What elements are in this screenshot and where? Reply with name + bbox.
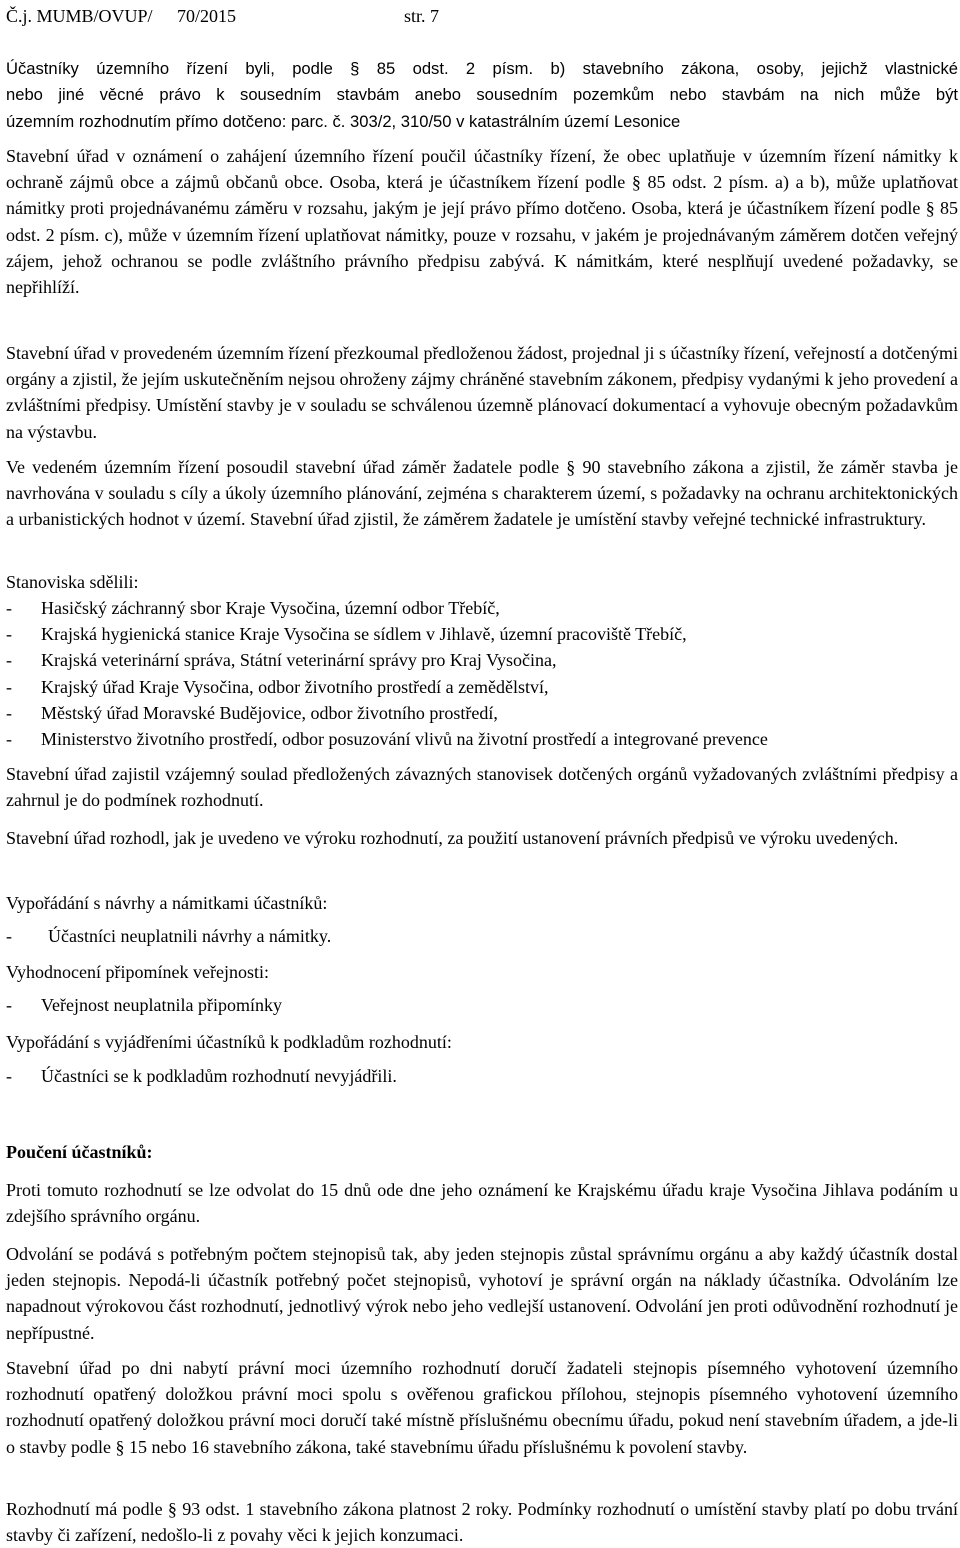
list-item: - Krajská hygienická stanice Kraje Vysočina se sídlem v Jihlavě, územní pracoviště Třebíč, [6,621,958,647]
opinions-list [6,595,958,752]
list-item: - Městský úřad Moravské Budějovice, odbor životního prostředí, [6,700,958,726]
opinions-heading: Stanoviska sdělili: [6,572,139,592]
participants-instruction-paragraph: Stavební úřad v oznámení o zahájení územního řízení poučil účastníky řízení, že obec uplatňuje v územním řízení námitky k ochraně zájmů obce a zájmů občanů obce. Osoba, která je účastníkem řízení podle § 85 odst. 2 písm. a) a b), může uplatňovat námitky proti projednávanému záměru v rozsahu, jakým je její právo přímo dotčeno. Osoba, která je účastníkem řízení podle § 85 odst. 2 písm. c), může v územním řízení uplatňovat námitky, pouze v rozsahu, v jakém je projednávaným záměrem dotčen veřejný zájem, jehož ochranou se podle zvláštního právního předpisu zabývá. K námitkám, které nesplňují uvedené požadavky, se nepřihlíží. [6,146,958,298]
cadastral-parcels: 303/2, 310/50 v katastrálním území Lesonice [345,112,681,132]
participants-line: nebo jiné věcné právo k sousedním stavbám anebo sousedním pozemkům nebo stavbám na nich může být [6,85,958,105]
list-item: - Krajská veterinární správa, Státní veterinární správy pro Kraj Vysočina, [6,647,958,673]
participants-paragraph [6,56,958,136]
participants-line: Účastníky územního řízení byli, podle § 85 odst. 2 písm. b) stavebního zákona, osoby, jejichž vlastnické [6,59,958,78]
list-item: - Veřejnost neuplatnila připomínky [6,992,958,1018]
appeal-copies-paragraph: Odvolání se podává s potřebným počtem stejnopisů tak, aby jeden stejnopis zůstal správnímu orgánu a aby každý účastník dostal jeden stejnopis. Nepodá-li účastník potřebný počet stejnopisů, vyhotoví je správní orgán na náklady účastníka. Odvoláním lze napadnout výrokovou část rozhodnutí, jednotlivý výrok nebo jeho vedlejší ustanovení. Odvolání jen proti odůvodnění rozhodnutí je nepřípustné. [6,1244,958,1343]
decision-paragraph: Stavební úřad rozhodl, jak je uvedeno ve výroku rozhodnutí, za použití ustanovení právních předpisů ve výroku uvedených. [6,828,899,848]
list-item: - Hasičský záchranný sbor Kraje Vysočina, územní odbor Třebíč, [6,595,958,621]
validity-paragraph: Rozhodnutí má podle § 93 odst. 1 stavebního zákona platnost 2 roky. Podmínky rozhodnutí o umístění stavby platí po dobu trvání stavby či zařízení, nedošlo-li z povahy věci k jejich konzumaci. [6,1499,958,1546]
list-item: - Ministerstvo životního prostředí, odbor posuzování vlivů na životní prostředí a integrované prevence [6,726,958,752]
reference-label: Č.j. MUMB/OVUP/ [6,6,153,26]
statements-list [6,1063,958,1089]
list-item: - Účastníci neuplatnili návrhy a námitky. [6,923,958,949]
page-number: str. 7 [404,6,440,26]
instruction-heading: Poučení účastníků: [6,1142,153,1162]
harmony-paragraph: Stavební úřad zajistil vzájemný soulad předložených závazných stanovisek dotčených orgánů vyžadovaných zvláštními předpisy a zahrnul je do podmínek rozhodnutí. [6,764,958,811]
public-heading: Vyhodnocení připomínek veřejnosti: [6,962,269,982]
public-list [6,992,958,1018]
list-item: - Účastníci se k podkladům rozhodnutí nevyjádřili. [6,1063,958,1089]
statements-heading: Vypořádání s vyjádřeními účastníků k podkladům rozhodnutí: [6,1032,452,1052]
review-paragraph: Stavební úřad v provedeném územním řízení přezkoumal předloženou žádost, projednal ji s účastníky řízení, veřejností a dotčenými orgány a zjistil, že jejím uskutečněním nejsou ohroženy zájmy chráněné stavebním zákonem, předpisy vydanými k jeho provedení a zvláštními předpisy. Umístění stavby je v souladu se schválenou územně plánovací dokumentací a vyhovuje obecným požadavkům na výstavbu. [6,343,958,442]
reference-number: 70/2015 [177,6,237,26]
assessment-paragraph: Ve vedeném územním řízení posoudil stavební úřad záměr žadatele podle § 90 stavebního zákona a zjistil, že záměr stavba je navrhována v souladu s cíly a úkoly územního plánování, zejména s charakterem území, s požadavky na ochranu architektonických a urbanistických hodnot v území. Stavební úřad zjistil, že záměrem žadatele je umístění stavby veřejné technické infrastruktury. [6,457,958,530]
delivery-paragraph: Stavební úřad po dni nabytí právní moci územního rozhodnutí doručí žadateli stejnopis písemného vyhotovení územního rozhodnutí opatřený doložkou právní moci spolu s ověřenou grafickou přílohou, stejnopis písemného vyhotovení územního rozhodnutí opatřený doložkou právní moci doručí také místně příslušnému obecnímu úřadu, pokud není stavebním úřadem, a jde-li o stavby podle § 15 nebo 16 stavebního zákona, také stavebnímu úřadu příslušnému k povolení stavby. [6,1358,958,1457]
participants-line: územním rozhodnutím přímo dotčeno: parc. č. [6,112,346,132]
appeal-paragraph: Proti tomuto rozhodnutí se lze odvolat do 15 dnů ode dne jeho oznámení ke Krajskému úřadu kraje Vysočina Jihlava podáním u zdejšího správního orgánu. [6,1180,958,1227]
proposals-heading: Vypořádání s návrhy a námitkami účastníků: [6,893,328,913]
proposals-list [6,923,958,949]
list-item: - Krajský úřad Kraje Vysočina, odbor životního prostředí a zemědělství, [6,674,958,700]
